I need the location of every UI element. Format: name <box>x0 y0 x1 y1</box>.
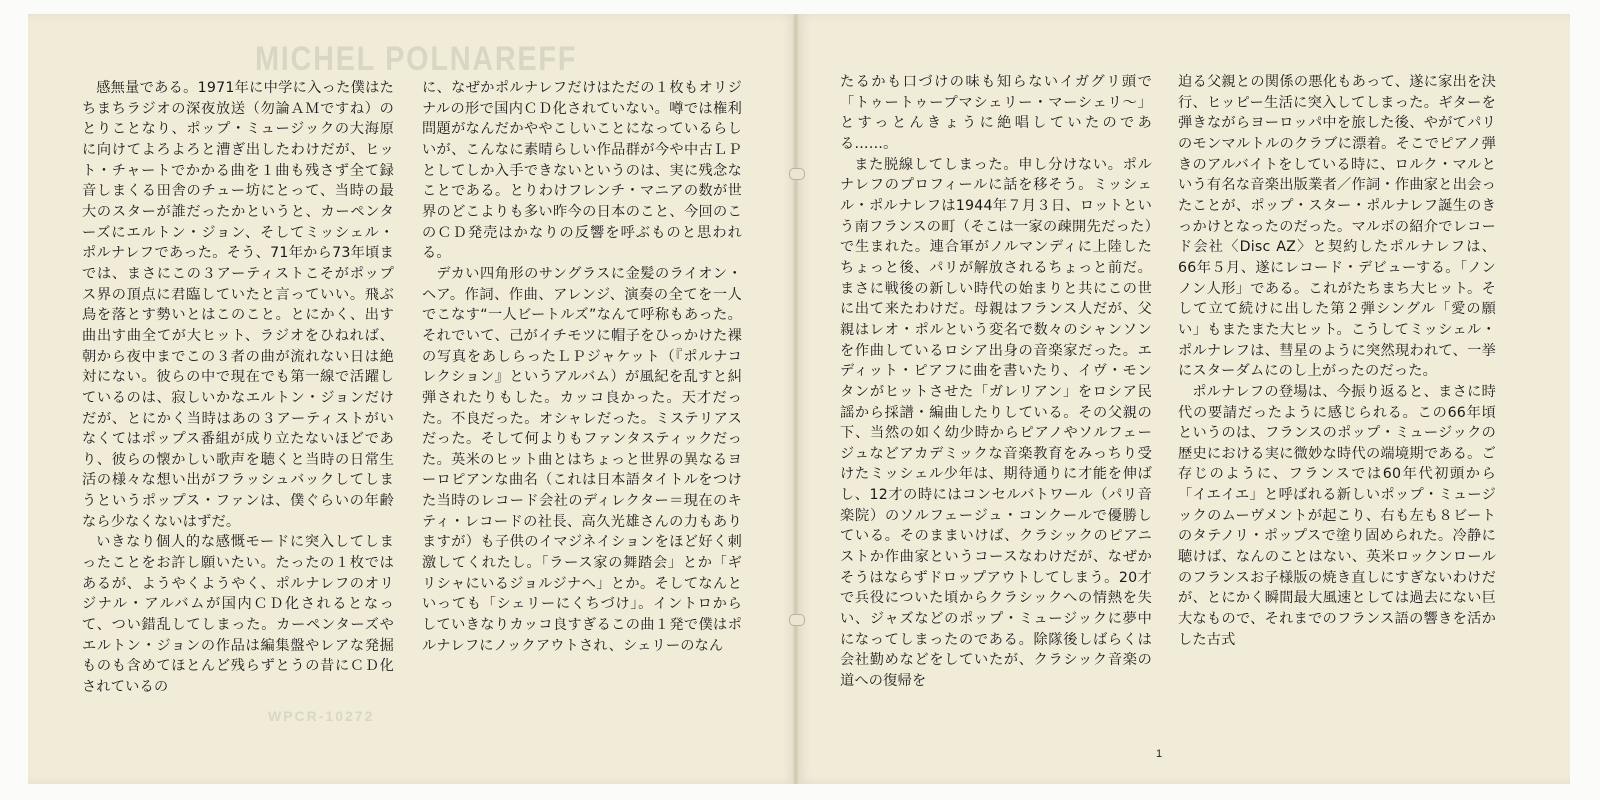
bleed-through-title: MICHEL POLNAREFF <box>255 40 578 78</box>
text-column-4 <box>1178 72 1496 712</box>
paragraph: ポルナレフの登場は、今振り返ると、まさに時代の要請だったように感じられる。この66年頃というのは、フランスのポップ・ミュージックの歴史における実に微妙な時代の端境期である。ご存じのように、フランスでは60年代初頭から「イエイエ」と呼ばれる新しいポップ・ミュージックのムーヴメントが起こり、右も左も８ビートのタテノリ・ポップスで塗り固められた。冷静に聴けば、なんのことはない、英米ロックンロールのフランスお子様版の焼き直しにすぎないわけだが、とにかく瞬間最大風速としては過去にない巨大なもので、それまでのフランス語の響きを活かした古式 <box>1178 383 1496 648</box>
paragraph: いきなり個人的な感慨モードに突入してしまったことをお許し願いたい。たったの１枚ではあるが、ようやくようやく、ポルナレフのオリジナル・アルバムが国内ＣＤ化されるとなって、つい錯乱してしまった。カーペンターズやエルトン・ジョンの作品は編集盤やレアな発掘ものも含めてほとんど残らずとうの昔にＣＤ化されているの <box>82 534 394 696</box>
paragraph: また脱線してしまった。申し分けない。ポルナレフのプロフィールに話を移そう。ミッシェル・ポルナレフは1944年７月３日、ロットという南フランスの町（そこは一家の疎開先だった）で生まれた。連合軍がノルマンディに上陸したちょっと後、パリが解放されるちょっと前だ。まさに戦後の新しい時代の始まりと共にこの世に出て来たわけだ。母親はフランス人だが、父親はレオ・ポルという変名で数々のシャンソンを作曲しているロシア出身の音楽家だった。エディット・ピアフに曲を書いたり、イヴ・モンタンがヒットさせた「ガレリアン」をロシア民謡から採譜・編曲したりしている。その父親の下、当然の如く幼少時からピアノやソルフェージュなどアカデミックな音楽教育をみっちり受けたミッシェル少年は、期待通りに才能を伸ばし、12才の時にはコンセルバトワール（パリ音楽院）のソルフェージュ・コンクールで優勝している。そのままいけば、クラシックのピアニストか作曲家というコースなわけだが、なぜかそうはならずドロップアウトしてしまう。20才で兵役についた頃からクラシックへの情熱を失い、ジャズなどのポップ・ミュージックに夢中になってしまったのである。除隊後しばらくは会社勤めなどをしていたが、クラシック音楽の道への復帰を <box>840 156 1152 690</box>
paragraph: 感無量である。1971年に中学に入った僕はたちまちラジオの深夜放送（勿論ＡＭですね）のとりことなり、ポップ・ミュージックの大海原に向けてよろよろと漕ぎ出したわけだが、ヒット・チャートでかかる曲を１曲も残さず全て録音しまくる田舎のチュー坊にとって、当時の最大のスターが誰だったかというと、カーペンターズにエルトン・ジョン、そしてミッシェル・ポルナレフであった。そう、71年から73年頃までは、まさにこの３アーティストこそがポップス界の頂点に君臨していたと言っていい。飛ぶ鳥を落とす勢いとはこのこと。とにかく、出す曲出す曲全てが大ヒット、ラジオをひねれば、朝から夜中までこの３者の曲が流れない日は絶対にない。彼らの中で現在でも第一線で活躍しているのは、寂しいかなエルトン・ジョンだけだが、とにかく当時はあの３アーティストがいなくてはポップス番組が成り立たないほどであり、彼らの懐かしい歌声を聴くと当時の日常生活の様々な想い出がフラッシュバックしてしまうというポップス・ファンは、僕ぐらいの年齢なら少なくないはずだ。 <box>82 80 394 530</box>
page-number: 1 <box>1156 748 1163 760</box>
text-column-3 <box>840 72 1152 712</box>
paragraph-continued: に、なぜかポルナレフだけはただの１枚もオリジナルの形で国内ＣＤ化されていない。噂では権利問題がなんだかややこしいことになっているらしいが、こんなに素晴らしい作品群が今や中古ＬＰとしてしか入手できないというのは、実に残念なことである。とりわけフレンチ・マニアの数が世界のどこよりも多い昨今の日本のこと、今回のこのＣＤ発売はかなりの反響を呼ぶものと思われる。 <box>422 80 742 262</box>
staple-bottom <box>789 614 805 626</box>
text-column-1 <box>82 78 394 708</box>
text-column-2 <box>422 78 742 708</box>
bleed-through-catalog-number: WPCR-10272 <box>268 708 375 724</box>
staple-top <box>789 168 805 180</box>
paragraph: デカい四角形のサングラスに金髪のライオン・ヘア。作詞、作曲、アレンジ、演奏の全てを一人でこなす“一人ビートルズ”なんて呼称もあった。それでいて、己がイチモツに帽子をひっかけた裸の写真をあしらったＬＰジャケット（『ポルナコレクション』というアルバム）が風紀を乱すと糾弾されたりもした。カッコ良かった。天才だった。不良だった。オシャレだった。ミステリアスだった。そして何よりもファンタスティックだった。英米のヒット曲とはちょっと世界の異なるヨーロピアンな曲名（これは日本語タイトルをつけた当時のレコード会社のディレクター＝現在のキティ・レコードの社長、高久光雄さんの力もありますが）も子供のイマジネイションをほど好く刺激してくれたし。「ラース家の舞踏会」とか「ギリシャにいるジョルジナへ」とか。そしてなんといっても「シェリーにくちづけ」。イントロからしていきなりカッコ良すぎるこの曲１発で僕はポルナレフにノックアウトされ、シェリーのなん <box>422 265 742 654</box>
paragraph-continued: 迫る父親との関係の悪化もあって、遂に家出を決行、ヒッピー生活に突入してしまった。ギターを弾きながらヨーロッパ中を旅した後、やがてパリのモンマルトルのクラブに漂着。そこでピアノ弾きのアルバイトをしている時に、ロルク・マルという有名な音楽出版業者／作詞・作曲家と出会ったことが、ポップ・スター・ポルナレフ誕生のきっかけとなったのだった。マルボの紹介でレコード会社〈Disc AZ〉と契約したポルナレフは、66年５月、遂にレコード・デビューする。「ノンノン人形」である。これがたちまち大ヒット。そして立て続けに出した第２弾シングル「愛の願い」もまたまた大ヒット。こうしてミッシェル・ポルナレフは、彗星のように突然現われて、一挙にスターダムにのし上がったのだった。 <box>1178 74 1496 380</box>
paragraph-continued: たるかも口づけの味も知らないイガグリ頭で「トゥートゥープマシェリー・マーシェリ〜」とすっとんきょうに絶唱していたのである……。 <box>840 74 1152 152</box>
center-fold <box>793 14 799 784</box>
